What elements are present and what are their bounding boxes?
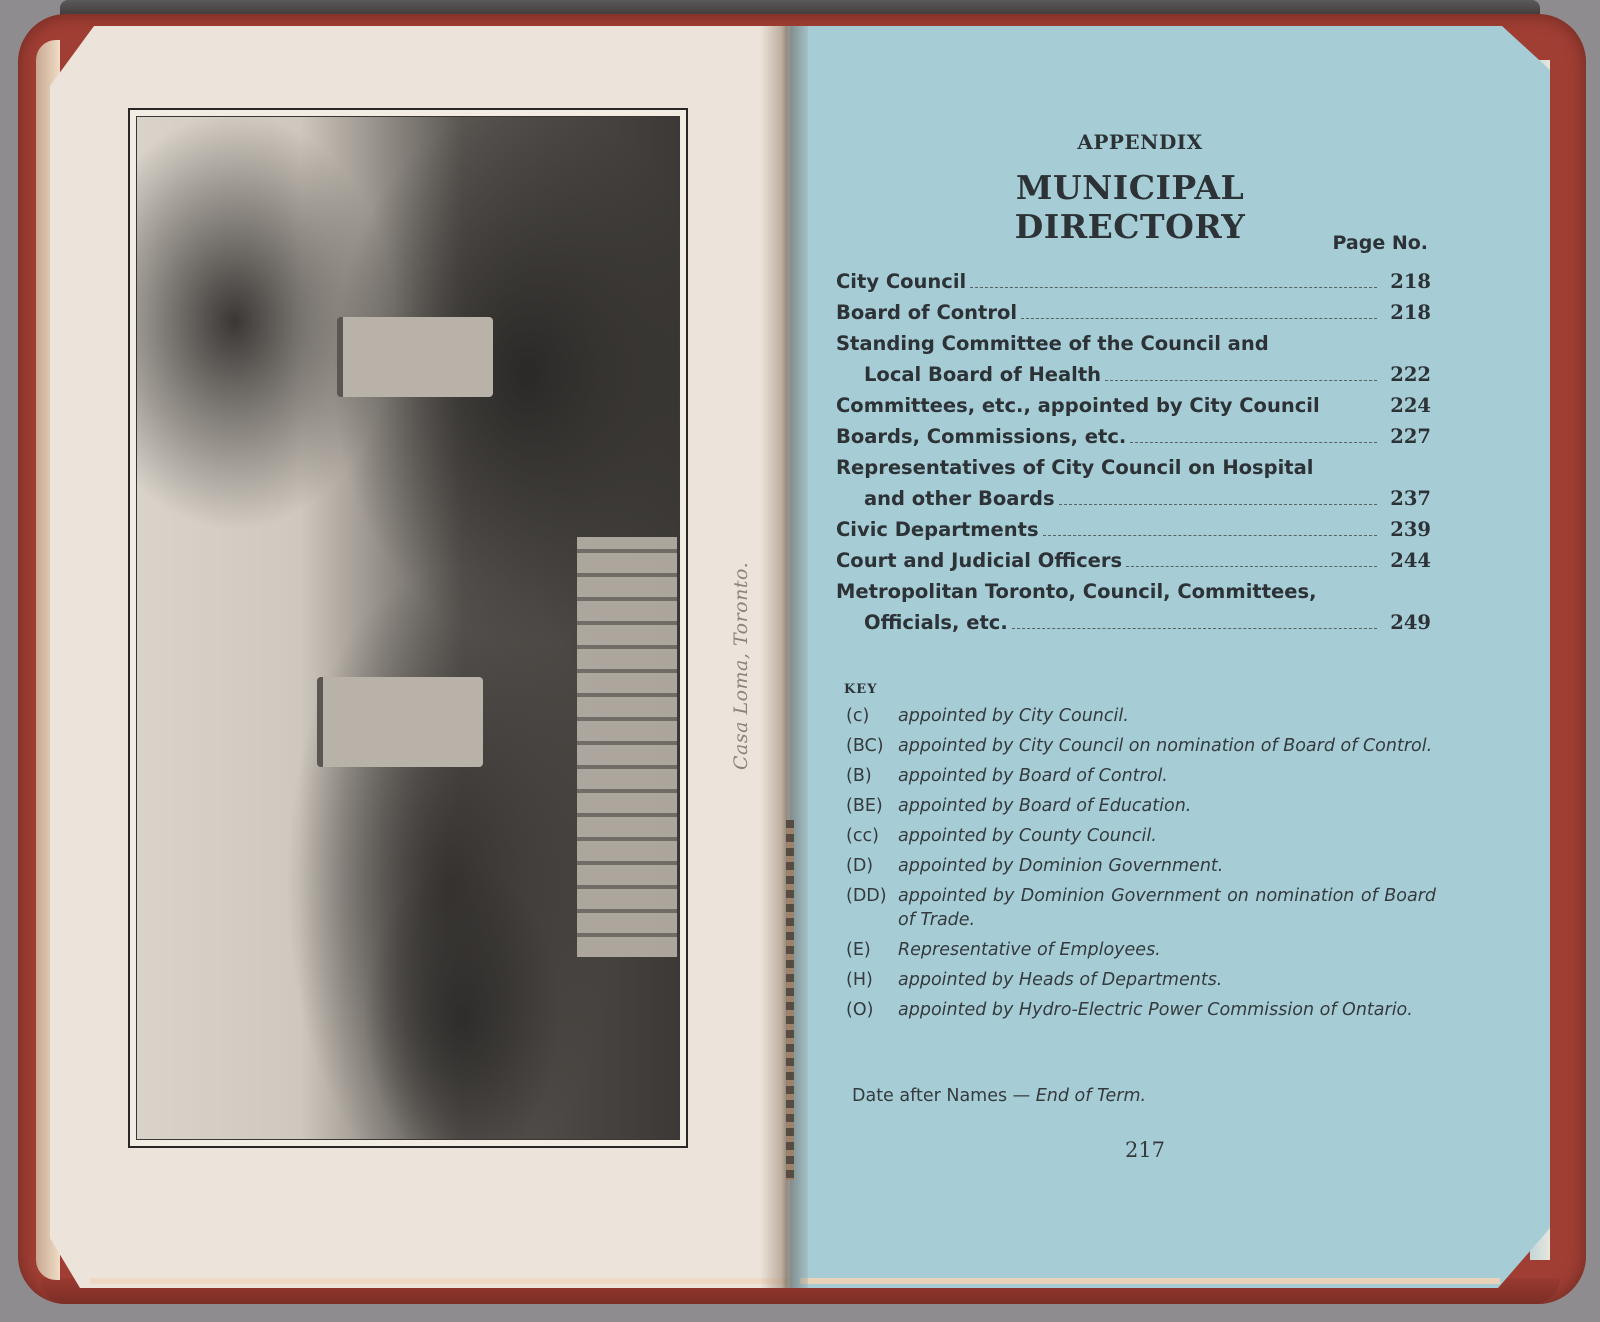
key-code: (c)	[846, 706, 870, 726]
toc-entry	[836, 576, 1431, 607]
toc-entry-continuation	[836, 483, 1431, 514]
dot-leader	[970, 287, 1377, 288]
key-description: appointed by Heads of Departments.	[898, 970, 1223, 990]
key-description: appointed by Dominion Government.	[898, 856, 1224, 876]
toc-entry-page: 224	[1390, 394, 1431, 417]
dot-leader	[1105, 380, 1377, 381]
castle-tower-shape	[337, 317, 493, 397]
toc-entry	[836, 266, 1431, 297]
key-code: (cc)	[846, 826, 879, 846]
toc-entry-label: Committees, etc., appointed by City Council	[836, 394, 1320, 417]
footnote-text: Date after Names —	[852, 1086, 1036, 1106]
key-code: (BE)	[846, 796, 883, 816]
toc-entry-page: 222	[1390, 363, 1431, 386]
toc-entry-continuation	[836, 607, 1431, 638]
key-item	[846, 824, 1436, 848]
key-item	[846, 884, 1436, 932]
key-heading: KEY	[844, 682, 878, 697]
key-description: appointed by Dominion Government on nomination of Board of Trade.	[898, 886, 1436, 930]
toc-entry	[836, 421, 1431, 452]
photo-image	[136, 116, 680, 1140]
garden-stairs-shape	[577, 537, 677, 957]
footnote	[852, 1086, 1146, 1106]
toc-entry-page: 218	[1390, 270, 1431, 293]
toc-entry-label: Board of Control	[836, 301, 1018, 324]
toc-entry-label: and other Boards	[864, 487, 1055, 510]
key-item	[846, 794, 1436, 818]
toc-entry-page: 239	[1390, 518, 1431, 541]
key-code: (DD)	[846, 886, 887, 906]
key-description: appointed by City Council.	[898, 706, 1129, 726]
book-gutter	[760, 26, 808, 1288]
key-description: appointed by Board of Control.	[898, 766, 1168, 786]
toc-entry-page: 244	[1390, 549, 1431, 572]
toc-entry-label: Standing Committee of the Council and	[836, 332, 1269, 355]
key-code: (B)	[846, 766, 872, 786]
toc-entry	[836, 545, 1431, 576]
toc-entry	[836, 328, 1431, 359]
key-description: Representative of Employees.	[898, 940, 1161, 960]
toc-entry-page: 218	[1390, 301, 1431, 324]
toc-entry	[836, 297, 1431, 328]
toc-entry-page: 249	[1390, 611, 1431, 634]
key-code: (O)	[846, 1000, 874, 1020]
right-page-bottom-edge	[800, 1278, 1500, 1284]
key-item	[846, 854, 1436, 878]
dot-leader	[1012, 628, 1377, 629]
key-description: appointed by County Council.	[898, 826, 1157, 846]
toc-entry-label: Metropolitan Toronto, Council, Committees,	[836, 580, 1317, 603]
dot-leader	[1130, 442, 1377, 443]
dot-leader	[1021, 318, 1377, 319]
footnote-emphasis: End of Term.	[1035, 1086, 1147, 1106]
toc-entry	[836, 452, 1431, 483]
toc-entry-label: Civic Departments	[836, 518, 1039, 541]
page-number: 217	[1124, 1138, 1166, 1162]
key-item	[846, 998, 1436, 1022]
toc-entry-label: Boards, Commissions, etc.	[836, 425, 1127, 448]
table-of-contents	[836, 266, 1431, 638]
toc-entry-continuation	[836, 359, 1431, 390]
casa-loma-photo	[128, 108, 688, 1148]
toc-entry-label: Officials, etc.	[864, 611, 1008, 634]
castle-tower-shape	[317, 677, 483, 767]
abbreviation-key	[846, 704, 1436, 1028]
key-item	[846, 704, 1436, 728]
toc-entry-label: Court and Judicial Officers	[836, 549, 1123, 572]
key-description: appointed by City Council on nomination of Board of Control.	[898, 736, 1433, 756]
dot-leader	[1126, 566, 1377, 567]
toc-entry	[836, 514, 1431, 545]
key-description: appointed by Hydro-Electric Power Commission of Ontario.	[898, 1000, 1413, 1020]
key-item	[846, 764, 1436, 788]
toc-entry-label: City Council	[836, 270, 967, 293]
key-description: appointed by Board of Education.	[898, 796, 1192, 816]
key-item	[846, 968, 1436, 992]
toc-entry	[836, 390, 1431, 421]
key-code: (D)	[846, 856, 874, 876]
key-code: (H)	[846, 970, 873, 990]
left-page-bottom-edge	[90, 1278, 790, 1284]
page-number-column-header: Page No.	[1332, 232, 1428, 254]
toc-entry-page: 227	[1390, 425, 1431, 448]
photo-caption: Casa Loma, Toronto.	[730, 561, 752, 770]
section-label: APPENDIX	[1077, 130, 1203, 154]
toc-entry-page: 237	[1390, 487, 1431, 510]
dot-leader	[1059, 504, 1377, 505]
torn-spine-binding	[786, 820, 794, 1180]
key-item	[846, 734, 1436, 758]
toc-entry-label: Local Board of Health	[864, 363, 1102, 386]
key-item	[846, 938, 1436, 962]
key-code: (E)	[846, 940, 871, 960]
toc-entry-label: Representatives of City Council on Hospital	[836, 456, 1314, 479]
dot-leader	[1043, 535, 1377, 536]
page-title: MUNICIPAL DIRECTORY	[1014, 168, 1246, 246]
key-code: (BC)	[846, 736, 884, 756]
